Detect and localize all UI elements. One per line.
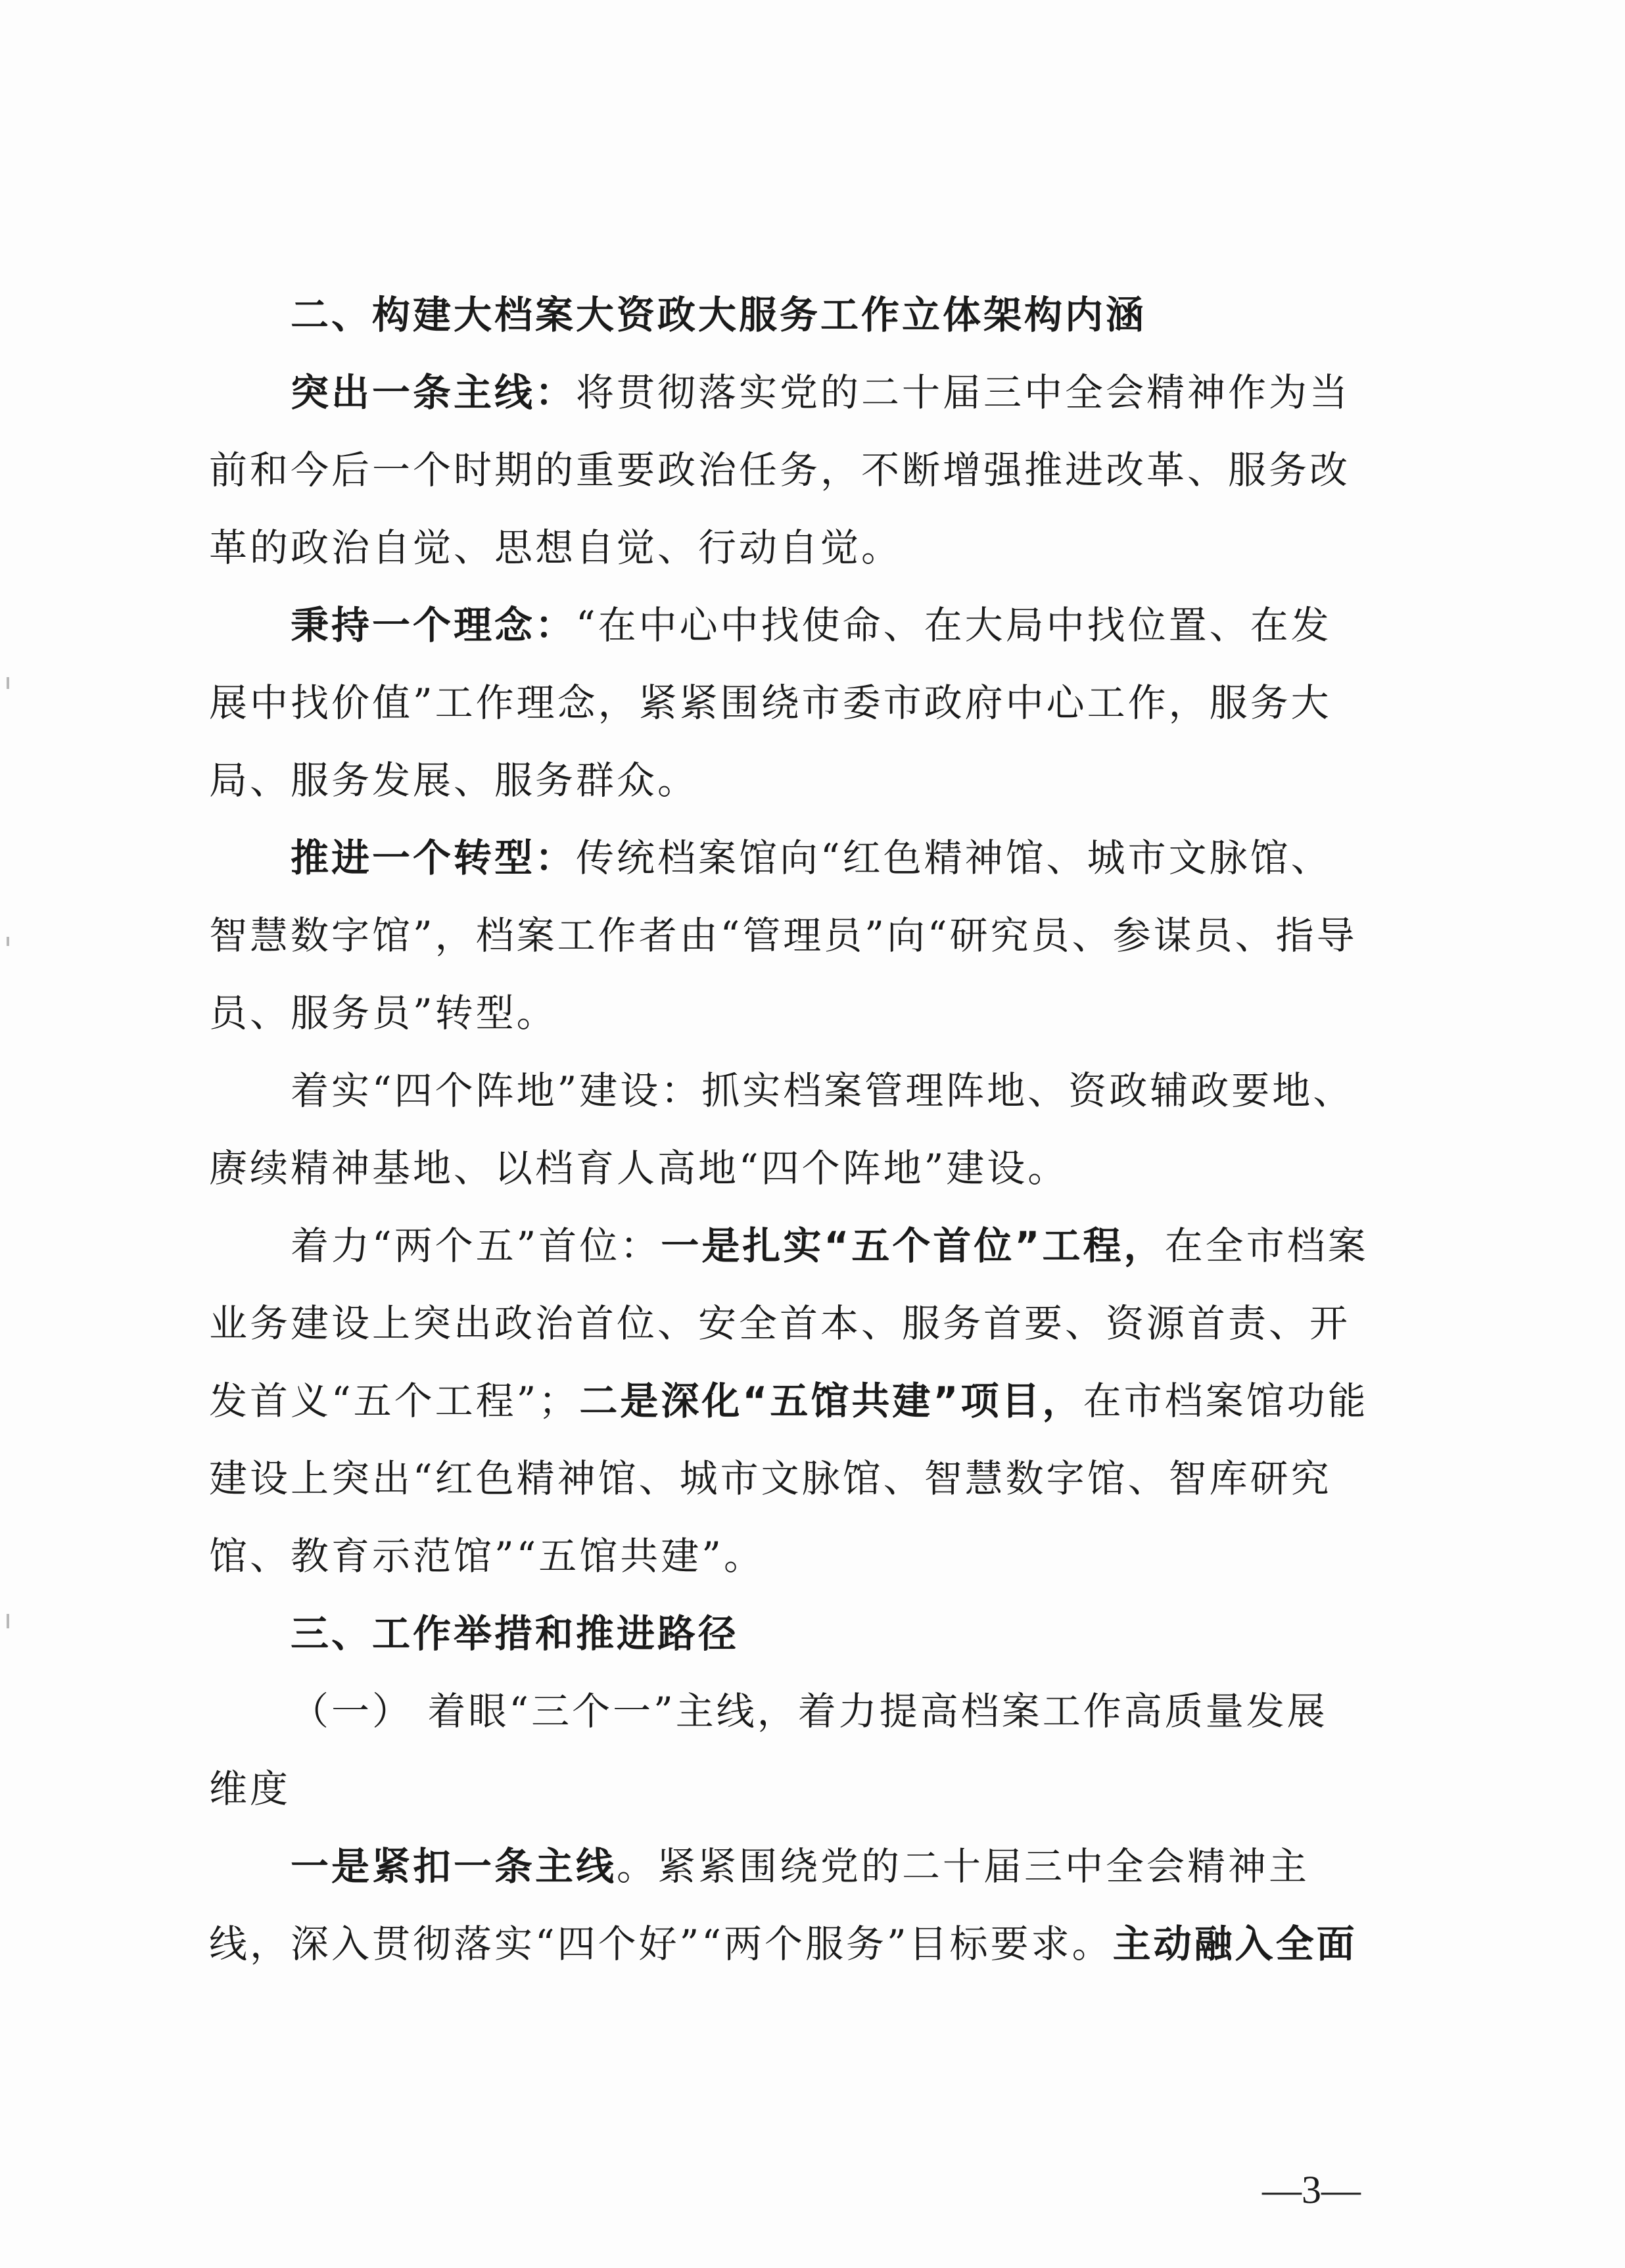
document-body bbox=[209, 276, 1419, 1983]
paragraph bbox=[209, 586, 1419, 819]
text-line bbox=[209, 1052, 1419, 1129]
text-line bbox=[209, 1905, 1419, 1983]
text-run: 展中找价值”工作理念，紧紧围绕市委市政府中心工作，服务大 bbox=[209, 680, 1332, 725]
paragraph bbox=[209, 1207, 1419, 1595]
text-line bbox=[209, 1440, 1419, 1517]
text-line bbox=[209, 586, 1419, 664]
text-line bbox=[209, 819, 1419, 897]
text-run: 建设上突出“红色精神馆、城市文脉馆、智慧数字馆、智库研究 bbox=[209, 1456, 1332, 1501]
text-line bbox=[209, 1362, 1419, 1440]
text-line bbox=[209, 1828, 1419, 1905]
text-run: 维度 bbox=[209, 1766, 291, 1811]
text-line bbox=[209, 897, 1419, 974]
text-line bbox=[209, 1129, 1419, 1207]
bold-run: 三、工作举措和推进路径 bbox=[291, 1611, 740, 1656]
text-line bbox=[209, 1207, 1419, 1285]
text-line bbox=[209, 354, 1419, 431]
text-run: 发首义“五个工程”； bbox=[209, 1379, 580, 1423]
bold-run: 二是深化“五馆共建”项目， bbox=[579, 1379, 1083, 1423]
paragraph bbox=[209, 1672, 1419, 1828]
text-run: 智慧数字馆”，档案工作者由“管理员”向“研究员、参谋员、指导 bbox=[209, 913, 1357, 958]
text-run: “在中心中找使命、在大局中找位置、在发 bbox=[576, 603, 1332, 648]
text-line bbox=[209, 1672, 1419, 1750]
text-run: 。紧紧围绕党的二十届三中全会精神主 bbox=[617, 1844, 1310, 1889]
text-line bbox=[209, 664, 1419, 742]
paragraph bbox=[209, 819, 1419, 1052]
text-run: 传统档案馆向“红色精神馆、城市文脉馆、 bbox=[576, 836, 1332, 880]
text-run: 业务建设上突出政治首位、安全首本、服务首要、资源首责、开 bbox=[209, 1301, 1351, 1346]
text-run: 员、服务员”转型。 bbox=[209, 991, 557, 1035]
scan-mark bbox=[7, 677, 9, 689]
text-line bbox=[209, 1285, 1419, 1362]
bold-run: 二、构建大档案大资政大服务工作立体架构内涵 bbox=[291, 293, 1147, 337]
bold-run: 主动融入全面 bbox=[1112, 1922, 1357, 1966]
text-run: 着实“四个阵地”建设：抓实档案管理阵地、资政辅政要地、 bbox=[291, 1068, 1354, 1113]
text-run: 在全市档案 bbox=[1164, 1223, 1369, 1268]
text-run: 革的政治自觉、思想自觉、行动自觉。 bbox=[209, 525, 903, 570]
text-run: （一） 着眼“三个一”主线，着力提高档案工作高质量发展 bbox=[291, 1689, 1328, 1734]
text-line bbox=[209, 276, 1419, 354]
paragraph bbox=[209, 354, 1419, 586]
paragraph bbox=[209, 1828, 1419, 1983]
text-run: 在市档案馆功能 bbox=[1083, 1379, 1369, 1423]
section-heading bbox=[209, 1595, 1419, 1672]
page-number: —3— bbox=[1262, 2168, 1361, 2211]
text-run: 着力“两个五”首位： bbox=[291, 1223, 661, 1268]
bold-run: 推进一个转型： bbox=[291, 836, 577, 880]
scan-mark bbox=[7, 1614, 9, 1628]
paragraph bbox=[209, 1052, 1419, 1207]
text-run: 将贯彻落实党的二十届三中全会精神作为当 bbox=[576, 370, 1351, 415]
text-run: 馆、教育示范馆”“五馆共建”。 bbox=[209, 1534, 765, 1578]
text-line bbox=[209, 509, 1419, 586]
bold-run: 一是扎实“五个首位”工程， bbox=[661, 1223, 1165, 1268]
text-run: 前和今后一个时期的重要政治任务，不断增强推进改革、服务改 bbox=[209, 448, 1351, 492]
text-run: 赓续精神基地、以档育人高地“四个阵地”建设。 bbox=[209, 1146, 1069, 1191]
text-run: 局、服务发展、服务群众。 bbox=[209, 758, 699, 803]
text-line bbox=[209, 742, 1419, 819]
bold-run: 突出一条主线： bbox=[291, 370, 577, 415]
scan-mark bbox=[7, 937, 9, 946]
text-line bbox=[209, 1517, 1419, 1595]
section-heading bbox=[209, 276, 1419, 354]
text-line bbox=[209, 1595, 1419, 1672]
text-run: 线，深入贯彻落实“四个好”“两个服务”目标要求。 bbox=[209, 1922, 1113, 1966]
bold-run: 一是紧扣一条主线 bbox=[291, 1844, 617, 1889]
text-line bbox=[209, 974, 1419, 1052]
bold-run: 秉持一个理念： bbox=[291, 603, 577, 648]
text-line bbox=[209, 1750, 1419, 1828]
text-line bbox=[209, 431, 1419, 509]
